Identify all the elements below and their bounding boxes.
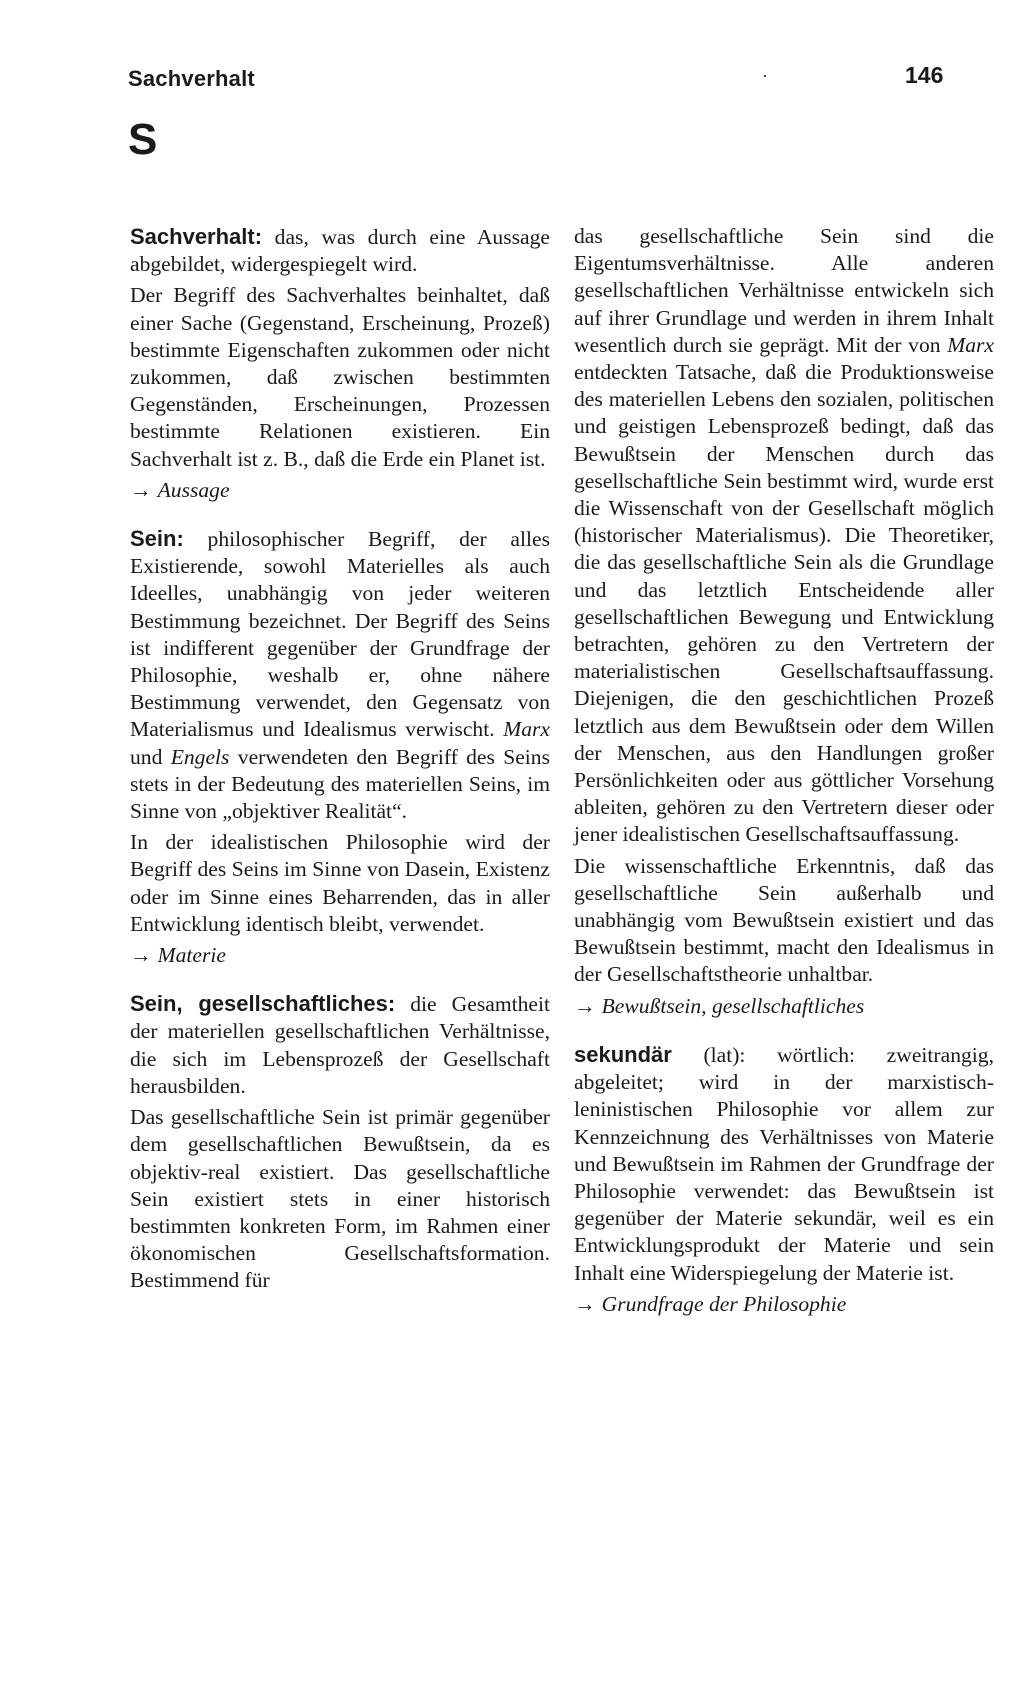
arrow-icon: →: [574, 993, 596, 1018]
name-marx: Marx: [947, 332, 994, 357]
definition-text: das, was durch eine Aussage abgebildet, widergespiegelt wird.: [130, 225, 550, 277]
definition-text: die Gesamtheit der materiellen gesellschaftlichen Verhältnisse, die sich im Lebensprozeß der Gesellschaft herausbilden.: [130, 992, 550, 1098]
cross-reference: [574, 1291, 994, 1318]
entry-term: Sein:: [130, 526, 184, 552]
section-letter: S: [128, 115, 158, 164]
entry-sein: [130, 525, 550, 969]
paragraph-text: das gesellschaftliche Sein sind die Eigentumsverhältnisse. Alle anderen gesellschaftlichen Verhältnisse entwickeln sich auf ihrer Grundlage und werden in ihrem Inhalt wesentlich durch sie geprägt. Mit der von: [574, 224, 994, 357]
definition: [130, 525, 550, 825]
page-number: 146: [905, 62, 944, 88]
cross-reference-link[interactable]: Aussage: [157, 477, 230, 502]
name-marx: Marx: [503, 717, 550, 742]
cross-reference-link[interactable]: Grundfrage der Philosophie: [601, 1291, 847, 1316]
cross-reference-link[interactable]: Materie: [157, 943, 226, 968]
entry-term: Sachverhalt:: [130, 224, 263, 249]
definition-text: verwendeten den Begriff des Seins stets in der Bedeutung des materiellen Seins, im Sinne von „objektiver Realität“.: [130, 744, 550, 824]
paragraph: Der Begriff des Sachverhaltes beinhaltet, daß einer Sache (Gegenstand, Erscheinung, Prozeß) bestimmte Eigenschaften zukommen oder nicht zukommen, daß zwischen bestimmten Gegenständen, Erscheinungen, Prozessen bestimmte Relationen existieren. Ein Sachverhalt ist z. B., daß die Erde ein Planet ist.: [130, 283, 550, 471]
right-column: [574, 223, 994, 1339]
arrow-icon: →: [130, 943, 152, 968]
paragraph: [574, 223, 994, 849]
paragraph-text: entdeckten Tatsache, daß die Produktionsweise des materiellen Lebens den sozialen, politischen und geistigen Lebensprozeß bedingt, daß das Bewußtsein der Menschen durch das gesellschaftliche Sein bestimmt wird, wurde erst die Wissenschaft von der Gesellschaft möglich (historischer Materialismus). Die Theoretiker, die das gesellschaftliche Sein als die Grundlage und das letztlich Entscheidende aller gesellschaftlichen Bewegung und Entwicklung betrachten, gehören zu den Vertretern der materialistischen Gesellschaftsauffassung. Diejenigen, die den geschichtlichen Prozeß letztlich aus dem Bewußtsein oder dem Willen der Menschen, aus den Handlungen großer Persönlichkeiten oder aus göttlicher Vorsehung ableiten, gehören zu den Vertretern dieser oder jener idealistischen Gesellschaftsauffassung.: [574, 360, 994, 847]
definition: [574, 1041, 994, 1287]
arrow-icon: →: [574, 1291, 596, 1316]
entry-term: Sein, gesellschaftliches:: [130, 991, 396, 1017]
left-column: [130, 223, 550, 1316]
cross-reference: [130, 942, 550, 969]
definition: [130, 990, 550, 1100]
running-head: Sachverhalt: [128, 66, 255, 91]
entry-sekundaer: [574, 1041, 994, 1318]
definition-text: philosophischer Begriff, der alles Existierende, sowohl Materielles als auch Ideelles, unabhängig von jeder weiteren Bestimmung bezeichnet. Der Begriff des Seins ist indifferent gegenüber der Grundfrage der Philosophie, weshalb er, ohne nähere Bestimmung verwendet, den Gegensatz von Materialismus und Idealismus verwischt.: [130, 527, 550, 742]
cross-reference: [574, 993, 994, 1020]
entry-term: sekundär: [574, 1041, 672, 1067]
definition-text: und: [130, 744, 171, 769]
arrow-icon: →: [130, 477, 152, 502]
entry-sachverhalt: [130, 223, 550, 504]
entry-sein-gesellschaftliches-continued: [574, 223, 994, 1020]
paragraph: Das gesellschaftliche Sein ist primär gegenüber dem gesellschaftlichen Bewußtsein, da es objektiv-real existiert. Das gesellschaftliche Sein existiert stets in einer historisch bestimmten konkreten Form, im Rahmen einer ökonomischen Gesellschaftsformation. Bestimmend für: [130, 1105, 550, 1293]
definition: [130, 223, 550, 278]
paragraph: In der idealistischen Philosophie wird der Begriff des Seins im Sinne von Dasein, Existenz oder im Sinne eines Beharrenden, das in aller Entwicklung identisch bleibt, verwendet.: [130, 830, 550, 936]
cross-reference-link[interactable]: Bewußtsein, gesellschaftliches: [601, 993, 865, 1018]
print-mark: ·: [762, 66, 768, 86]
cross-reference: [130, 477, 550, 504]
paragraph: Die wissenschaftliche Erkenntnis, daß das gesellschaftliche Sein außerhalb und unabhängig vom Bewußtsein existiert und das Bewußtsein bestimmt, macht den Idealismus in der Gesellschaftstheorie unhaltbar.: [574, 853, 994, 987]
definition-text: (lat): wörtlich: zweitrangig, abgeleitet; wird in der marxistisch-leninistischen Philosophie vor allem zur Kennzeichnung des Verhältnisses von Materie und Bewußtsein im Rahmen der Grundfrage der Philosophie verwendet: das Bewußtsein ist gegenüber der Materie sekundär, weil es ein Entwicklungsprodukt der Materie und sein Inhalt eine Widerspiegelung der Materie ist.: [574, 1042, 994, 1285]
name-engels: Engels: [170, 744, 230, 769]
entry-sein-gesellschaftliches: [130, 990, 550, 1294]
